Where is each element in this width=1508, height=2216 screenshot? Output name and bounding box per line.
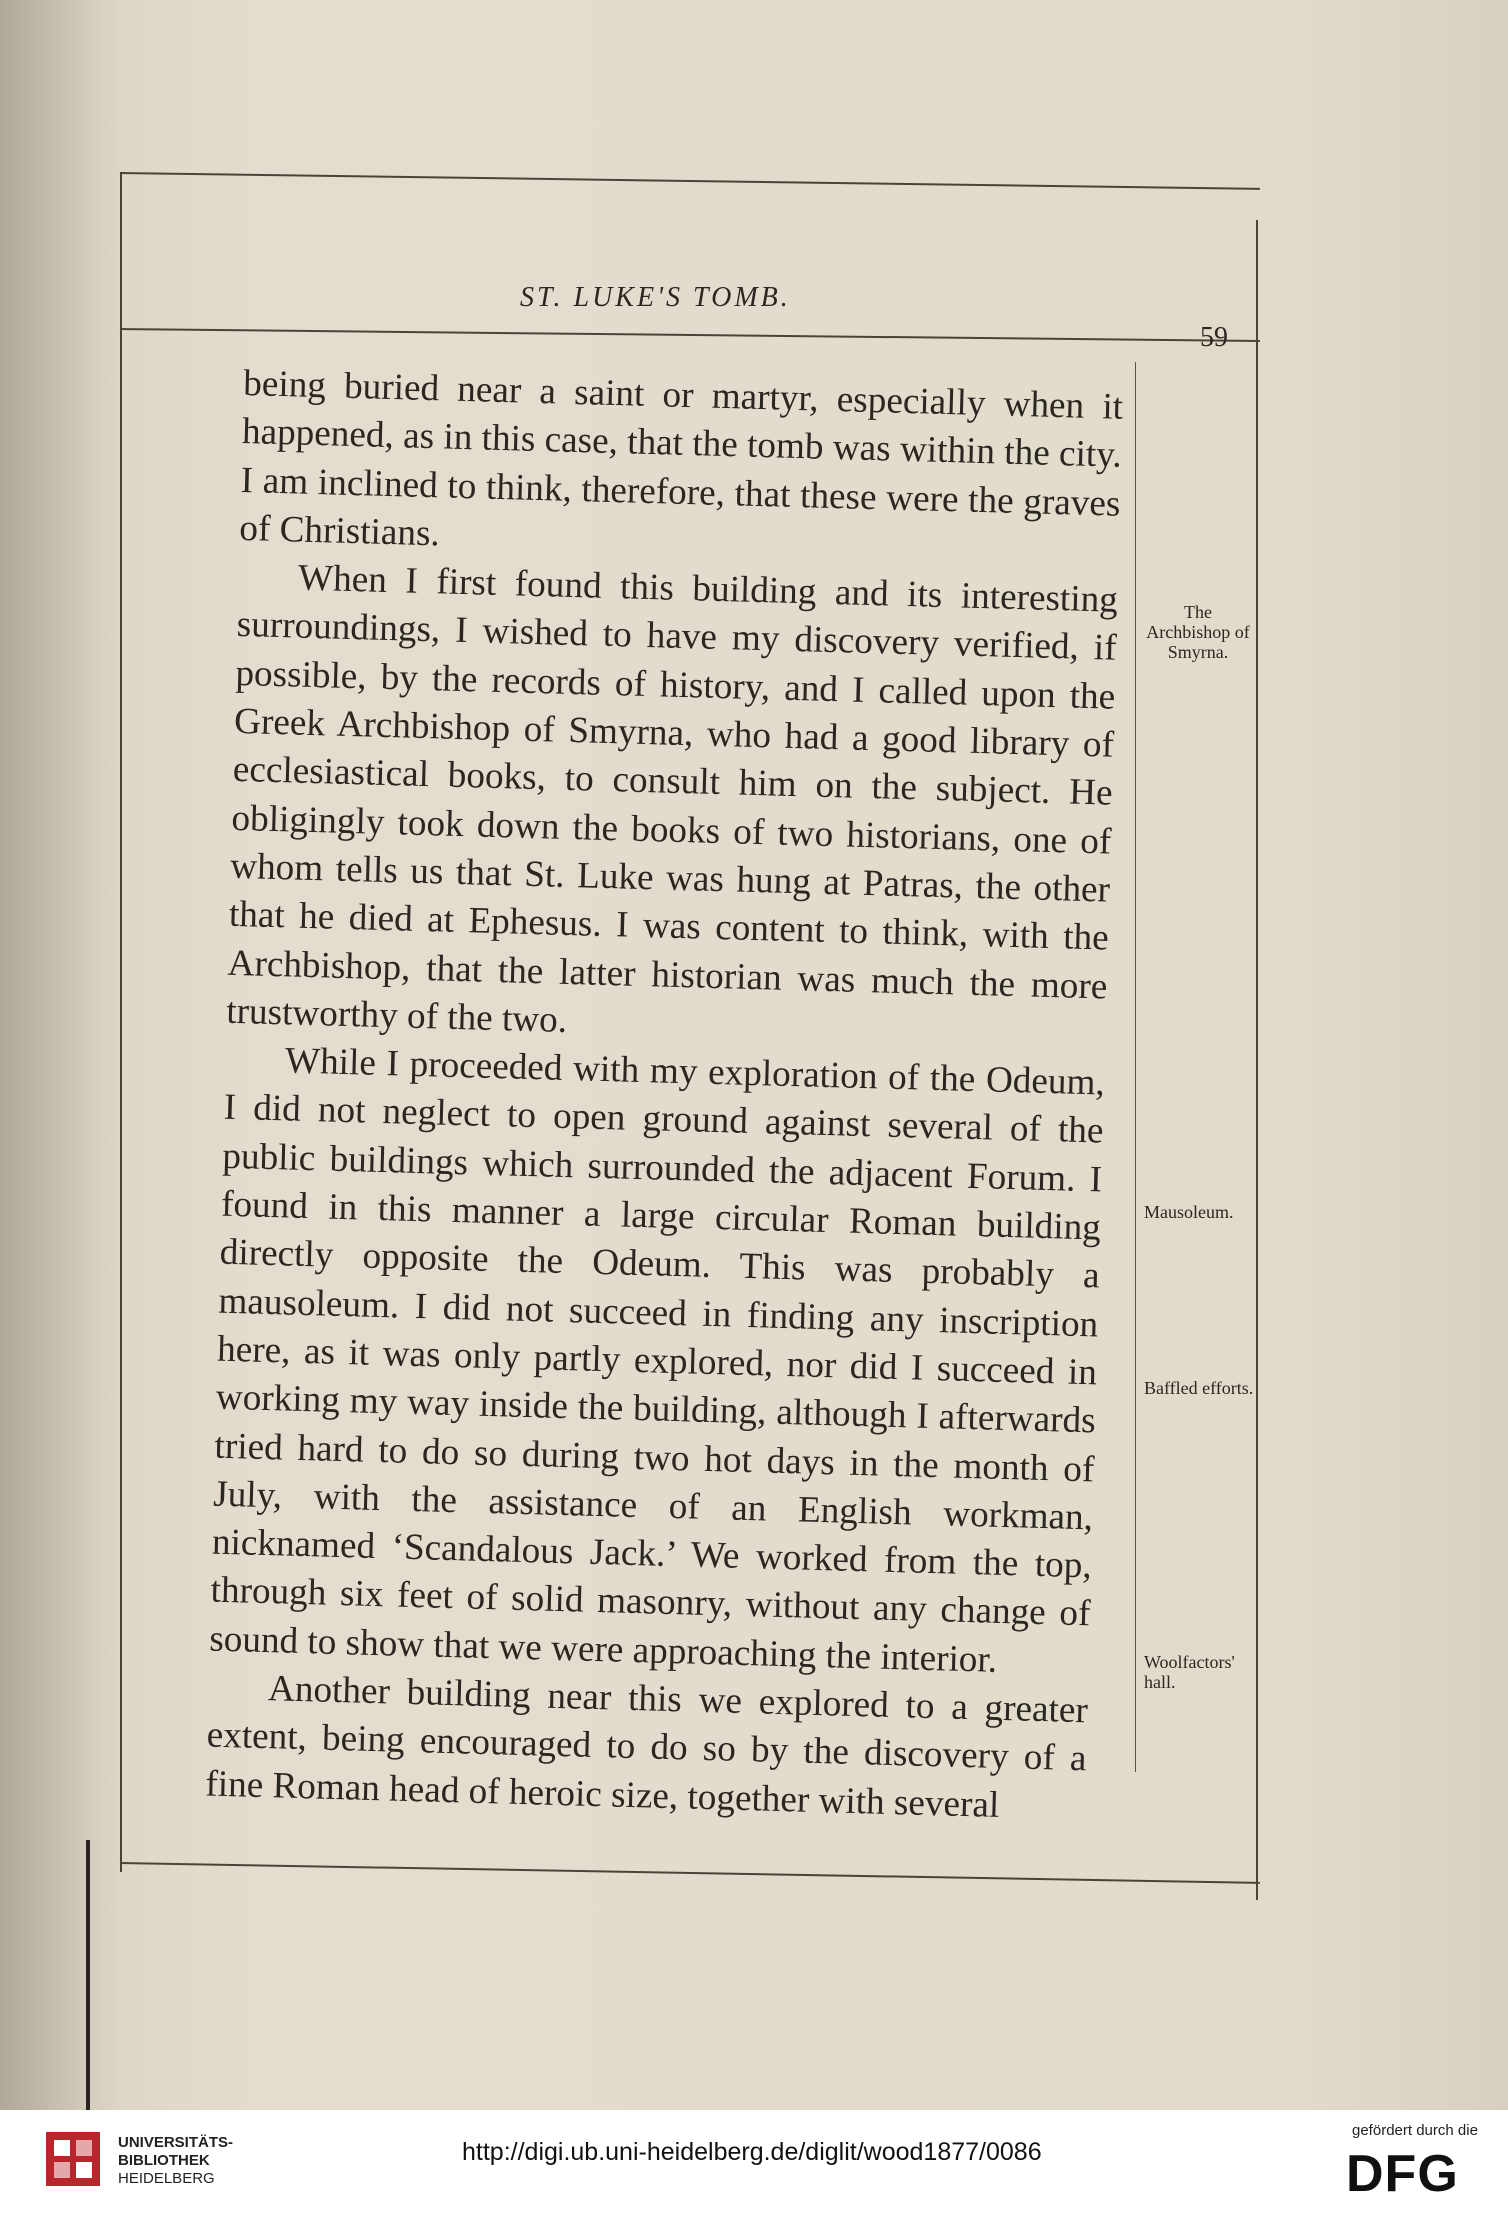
gutter-shadow [0, 0, 120, 2110]
page-number: 59 [1200, 322, 1228, 353]
margin-note-archbishop: The Archbishop of Smyrna. [1146, 602, 1250, 662]
paragraph: being buried near a saint or martyr, especially when it happened, as in this case, that the tomb was within the city. I am inclined to think, therefore, that these were the graves of Christians. [238, 362, 1124, 555]
frame-left-line [120, 172, 122, 1872]
frame-right-line [1256, 220, 1258, 1900]
running-title: ST. LUKE'S TOMB. [520, 282, 791, 313]
library-name-line: HEIDELBERG [118, 2170, 215, 2187]
permalink-url[interactable]: http://digi.ub.uni-heidelberg.de/diglit/wood1877/0086 [462, 2138, 1042, 2166]
header-rule [120, 328, 1260, 342]
footer-bar [0, 2110, 1508, 2216]
margin-note-mausoleum: Mausoleum. [1144, 1202, 1234, 1222]
margin-rule [1135, 362, 1136, 1772]
university-library-logo-icon [44, 2130, 102, 2188]
funded-by-label: gefördert durch die [1352, 2122, 1478, 2139]
binding-edge [86, 1840, 90, 2110]
paragraph: When I first found this building and its interesting surroundings, I wished to have my discovery verified, if possible, by the records of history, and I called upon the Greek Archbishop of Smyrna, who had a good library of ecclesiastical books, to consult him on the subject. He obligingly took down the books of two historians, one of whom tells us that St. Luke was hung at Patras, the other that he died at Ephesus. I was content to think, with the Archbishop, that the latter historian was much the more trustworthy of the two. [225, 557, 1119, 1041]
paragraph: Another building near this we explored to a greater extent, being encouraged to do so by the discovery of a fine Roman head of heroic size, together with several [204, 1668, 1089, 1826]
frame-bottom-line [120, 1862, 1260, 1884]
dfg-logo: DFG [1346, 2145, 1459, 2203]
frame-top-line [120, 172, 1260, 190]
margin-note-baffled-efforts: Baffled efforts. [1144, 1378, 1254, 1398]
paragraph: While I proceeded with my exploration of the Odeum, I did not neglect to open ground against several of the public buildings which surrounded the adjacent Forum. I found in this manner a large circular Roman building directly opposite the Odeum. This was probably a mausoleum. I did not succeed in finding any inscription here, as it was only partly explored, nor did I succeed in working my way inside the building, although I afterwards tried hard to do so during two hot days in the month of July, with the assistance of an English workman, nicknamed ‘Scandalous Jack.’ We worked from the top, through six feet of solid masonry, without any change of sound to show that we were approaching the interior. [208, 1040, 1106, 1681]
library-name [118, 2134, 233, 2188]
library-name-line: UNIVERSITÄTS- [118, 2134, 234, 2151]
margin-note-woolfactors-hall: Woolfactors' hall. [1144, 1652, 1235, 1692]
library-name-line: BIBLIOTHEK [118, 2152, 210, 2169]
body-text [205, 360, 1124, 1832]
